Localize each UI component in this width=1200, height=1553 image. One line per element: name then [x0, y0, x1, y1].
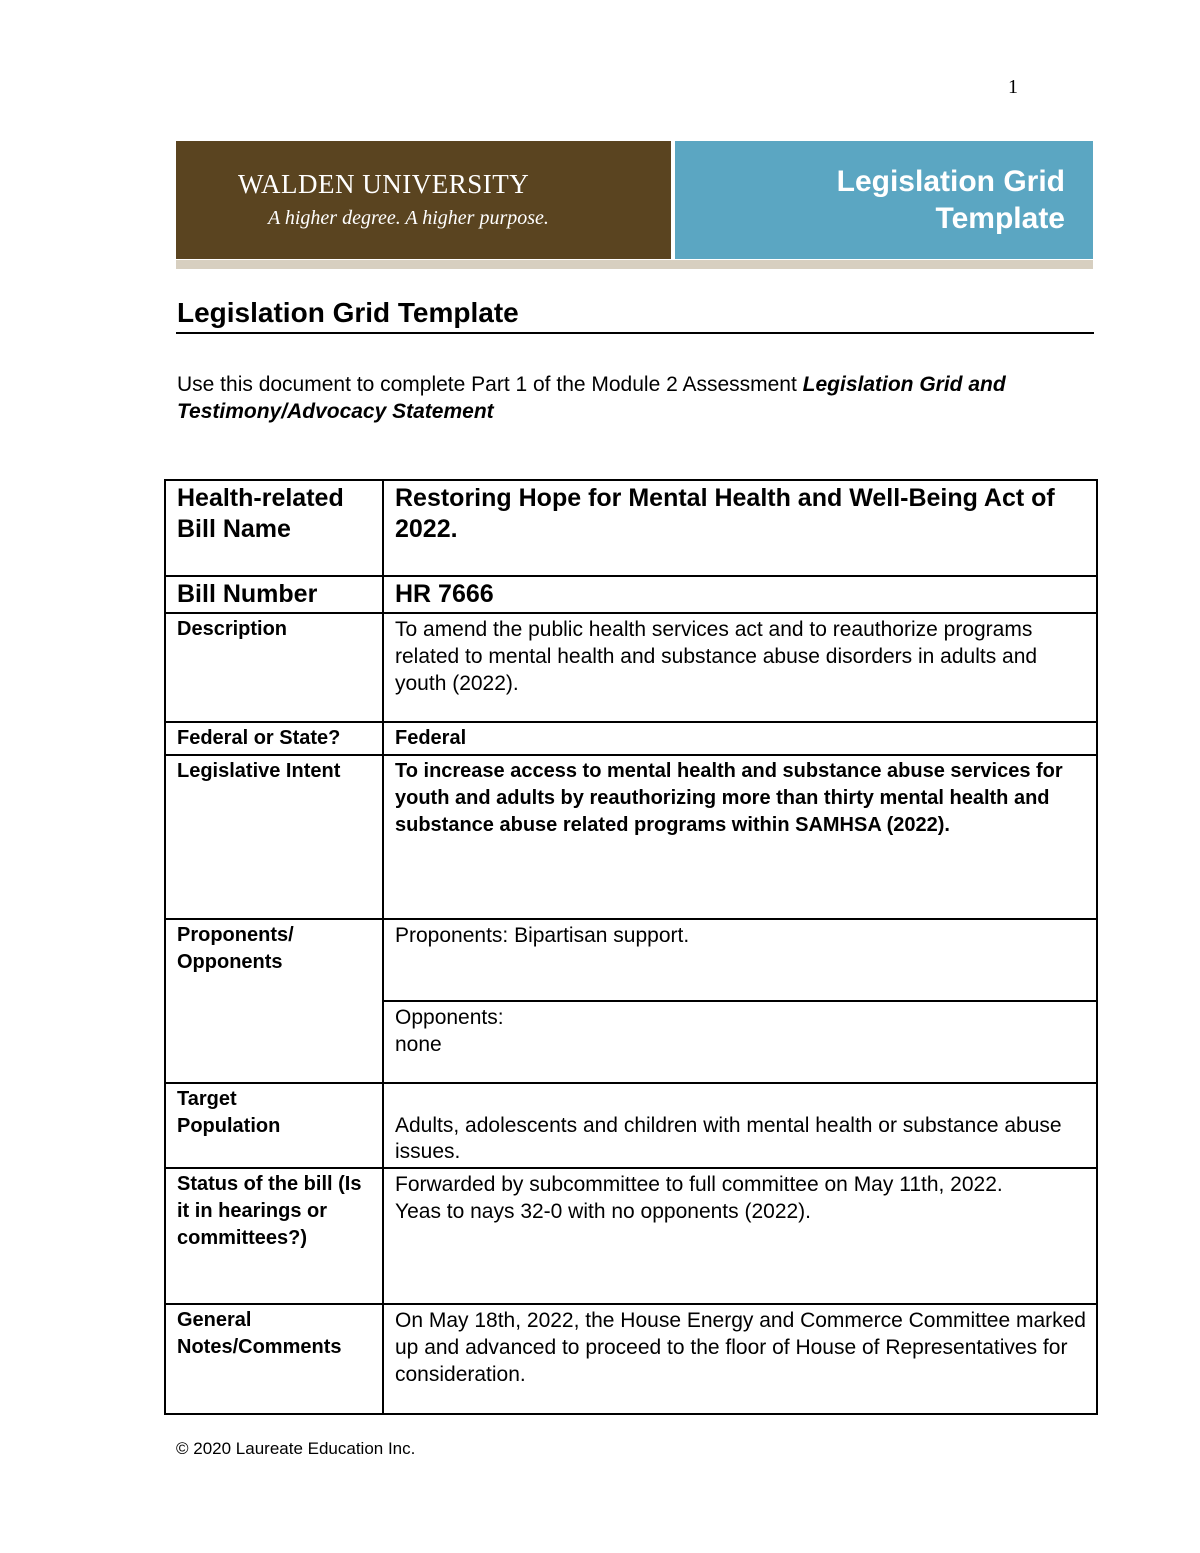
- general-notes-value: On May 18th, 2022, the House Energy and Commerce Committee marked up and advanced to proceed to the floor of House of Representatives for consideration.: [383, 1304, 1097, 1414]
- page-number: 1: [1008, 76, 1018, 98]
- banner-divider-strip: [176, 260, 1093, 269]
- opponents-value: [383, 1001, 1097, 1083]
- banner-title-line1: Legislation Grid: [836, 165, 1065, 198]
- intro-paragraph: [177, 371, 1087, 425]
- proponents-value: Proponents: Bipartisan support.: [383, 919, 1097, 1001]
- copyright-footer: © 2020 Laureate Education Inc.: [176, 1439, 416, 1458]
- opponents-text: none: [395, 1033, 442, 1056]
- proponents-label: Proponents/: [177, 924, 294, 946]
- bill-status-value: [383, 1168, 1097, 1304]
- legislative-intent-value: To increase access to mental health and substance abuse services for youth and adults by reauthorizing more than thirty mental health and substance abuse related programs within SAMHSA (2022).: [383, 755, 1097, 919]
- bill-status-label: Status of the bill (Is it in hearings or committees?): [165, 1168, 383, 1304]
- target-label-line1: Target: [177, 1088, 237, 1110]
- table-row: [165, 1083, 1097, 1168]
- description-value: To amend the public health services act and to reauthorize programs related to mental health and substance abuse disorders in adults and youth (2022).: [383, 613, 1097, 722]
- table-row: [165, 1304, 1097, 1414]
- legislation-grid-table: [164, 479, 1098, 1415]
- description-label: Description: [165, 613, 383, 722]
- bill-name-value: Restoring Hope for Mental Health and Well-Being Act of 2022.: [383, 480, 1097, 576]
- opponents-label: Opponents: [177, 951, 283, 973]
- bill-name-label: Health-related Bill Name: [165, 480, 383, 576]
- target-label-line2: Population: [177, 1115, 281, 1137]
- table-row: [165, 613, 1097, 722]
- federal-state-value: Federal: [383, 722, 1097, 755]
- table-row: [165, 755, 1097, 919]
- proponents-opponents-label: [165, 919, 383, 1083]
- logo-name: WALDEN UNIVERSITY: [238, 169, 530, 199]
- intro-bold-assessment-name: Legislation Grid and Testimony/Advocacy Statement: [177, 373, 1006, 423]
- general-notes-label: General Notes/Comments: [165, 1304, 383, 1414]
- federal-state-label: Federal or State?: [165, 722, 383, 755]
- legislative-intent-label: Legislative Intent: [165, 755, 383, 919]
- opponents-heading: Opponents:: [395, 1006, 504, 1029]
- table-row: [165, 576, 1097, 613]
- table-row: [165, 1168, 1097, 1304]
- bill-number-label: Bill Number: [165, 576, 383, 613]
- table-row: [165, 722, 1097, 755]
- target-population-value: Adults, adolescents and children with mental health or substance abuse issues.: [383, 1083, 1097, 1168]
- banner-title-line2: Template: [935, 202, 1065, 235]
- bill-number-value: HR 7666: [383, 576, 1097, 613]
- target-population-label: [165, 1083, 383, 1168]
- header-banner: [176, 141, 1093, 269]
- intro-text: Use this document to complete Part 1 of the Module 2 Assessment: [177, 373, 803, 396]
- table-row: [165, 919, 1097, 1001]
- title-underline: [176, 332, 1094, 334]
- banner-title: [837, 163, 1065, 237]
- university-logo: [176, 141, 671, 259]
- table-row: [165, 480, 1097, 576]
- logo-tagline: A higher degree. A higher purpose.: [268, 207, 549, 229]
- bill-status-line1: Forwarded by subcommittee to full committee on May 11th, 2022.: [395, 1173, 1003, 1196]
- bill-status-line2: Yeas to nays 32-0 with no opponents (2022).: [395, 1200, 812, 1223]
- document-title: Legislation Grid Template: [177, 297, 519, 328]
- banner-title-panel: [675, 141, 1093, 259]
